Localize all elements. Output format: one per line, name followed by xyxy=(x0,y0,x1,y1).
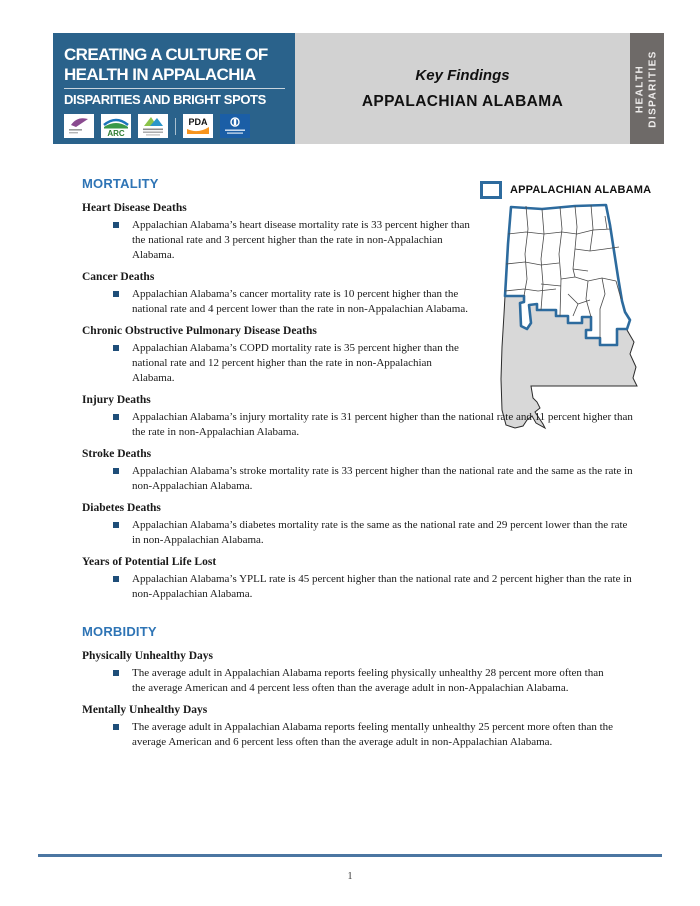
side-tab-line1: HEALTH xyxy=(635,64,647,113)
bullet-square-icon xyxy=(113,291,119,297)
topic-cancer xyxy=(82,271,652,317)
bullet-square-icon xyxy=(113,468,119,474)
topic-title: Heart Disease Deaths xyxy=(82,202,187,214)
bullet-item xyxy=(113,572,652,602)
arc-logo-icon xyxy=(101,114,131,138)
bullet-square-icon xyxy=(113,724,119,730)
topic-title: Years of Potential Life Lost xyxy=(82,556,217,568)
pda-logo-icon xyxy=(183,114,213,138)
brand-subtitle: DISPARITIES AND BRIGHT SPOTS xyxy=(64,92,266,107)
bullet-text: Appalachian Alabama’s injury mortality rate is 31 percent higher than the national rate and 11 percent higher than the rate in non-Appalachian Alabama. xyxy=(132,411,633,438)
bullet-square-icon xyxy=(113,414,119,420)
topic-stroke xyxy=(82,448,652,494)
section-mortality xyxy=(82,176,652,602)
bullet-text: Appalachian Alabama’s YPLL rate is 45 percent higher than the national rate and 2 percent higher than the rate in non-Appalachian Alabama. xyxy=(132,573,632,600)
bullet-item xyxy=(113,518,652,548)
header-band xyxy=(53,33,664,144)
bullet-text: The average adult in Appalachian Alabama reports feeling mentally unhealthy 25 percent more often than the average American and 6 percent less often than the average adult in non-Appalachian Alabama. xyxy=(132,721,614,748)
page-kicker: Key Findings xyxy=(415,66,510,84)
page-title: APPALACHIAN ALABAMA xyxy=(361,92,564,110)
bullet-square-icon xyxy=(113,222,119,228)
topic-copd xyxy=(82,325,652,386)
bullet-item xyxy=(113,341,652,386)
topic-mentally-unhealthy xyxy=(82,704,652,750)
topic-title: Diabetes Deaths xyxy=(82,502,161,514)
brand-box xyxy=(53,33,295,144)
bullet-text: The average adult in Appalachian Alabama reports feeling physically unhealthy 28 percent more often than the average American and 4 percent less often than the average adult in non-Appalachian Alabama. xyxy=(132,667,604,694)
topic-diabetes xyxy=(82,502,652,548)
bullet-item xyxy=(113,218,652,263)
topic-title: Mentally Unhealthy Days xyxy=(82,704,208,716)
brand-title-line2: HEALTH IN APPALACHIA xyxy=(64,65,256,84)
topic-title: Physically Unhealthy Days xyxy=(82,650,213,662)
bullet-text: Appalachian Alabama’s stroke mortality rate is 33 percent higher than the national rate and the same as the rate in non-Appalachian Alabama. xyxy=(132,465,633,492)
section-morbidity xyxy=(82,624,652,750)
legend-label: APPALACHIAN ALABAMA xyxy=(510,184,652,196)
topic-heart-disease xyxy=(82,202,652,263)
side-tab-line2: DISPARITIES xyxy=(648,49,660,128)
topic-ypll xyxy=(82,556,652,602)
logo-separator xyxy=(175,118,176,135)
brand-title-line1: CREATING A CULTURE OF xyxy=(64,45,268,64)
bullet-square-icon xyxy=(113,576,119,582)
bullet-item xyxy=(113,666,652,696)
healthy-kentucky-logo-icon xyxy=(138,114,168,138)
mortality-heading: MORTALITY xyxy=(82,176,159,191)
bullet-item xyxy=(113,464,652,494)
topic-title: Injury Deaths xyxy=(82,394,151,406)
bullet-item xyxy=(113,720,652,750)
topic-title: Chronic Obstructive Pulmonary Disease Deaths xyxy=(82,325,317,337)
health-disparities-tab xyxy=(630,33,664,144)
content xyxy=(82,176,652,758)
pda-logo-label: PDA xyxy=(188,117,208,127)
topic-physically-unhealthy xyxy=(82,650,652,696)
bullet-text: Appalachian Alabama’s cancer mortality rate is 10 percent higher than the national rate and 4 percent lower than the rate in non-Appalachian Alabama. xyxy=(132,288,468,315)
bullet-square-icon xyxy=(113,522,119,528)
bullet-text: Appalachian Alabama’s diabetes mortality rate is the same as the national rate and 29 percent lower than the rate in non-Appalachian Alabama. xyxy=(132,519,628,546)
topic-title: Cancer Deaths xyxy=(82,271,155,283)
side-tab-label xyxy=(634,50,660,127)
bullet-square-icon xyxy=(113,670,119,676)
title-box xyxy=(295,33,630,144)
page-number: 1 xyxy=(347,871,353,882)
footer-rule xyxy=(38,854,662,857)
bullet-text: Appalachian Alabama’s heart disease mortality rate is 33 percent higher than the national rate and 3 percent higher than the rate in non-Appalachian Alabama. xyxy=(132,219,470,261)
partner-logos xyxy=(64,114,295,138)
bullet-text: Appalachian Alabama’s COPD mortality rate is 35 percent higher than the national rate and 12 percent higher than the rate in non-Appalachian Alabama. xyxy=(132,342,459,384)
rwjf-logo-icon xyxy=(64,114,94,138)
bullet-square-icon xyxy=(113,345,119,351)
university-logo-icon xyxy=(220,114,250,138)
arc-logo-label: ARC xyxy=(107,129,125,138)
morbidity-heading: MORBIDITY xyxy=(82,624,157,639)
topic-title: Stroke Deaths xyxy=(82,448,152,460)
bullet-item xyxy=(113,410,652,440)
brand-divider xyxy=(64,88,285,89)
bullet-item xyxy=(113,287,652,317)
topic-injury xyxy=(82,394,652,440)
